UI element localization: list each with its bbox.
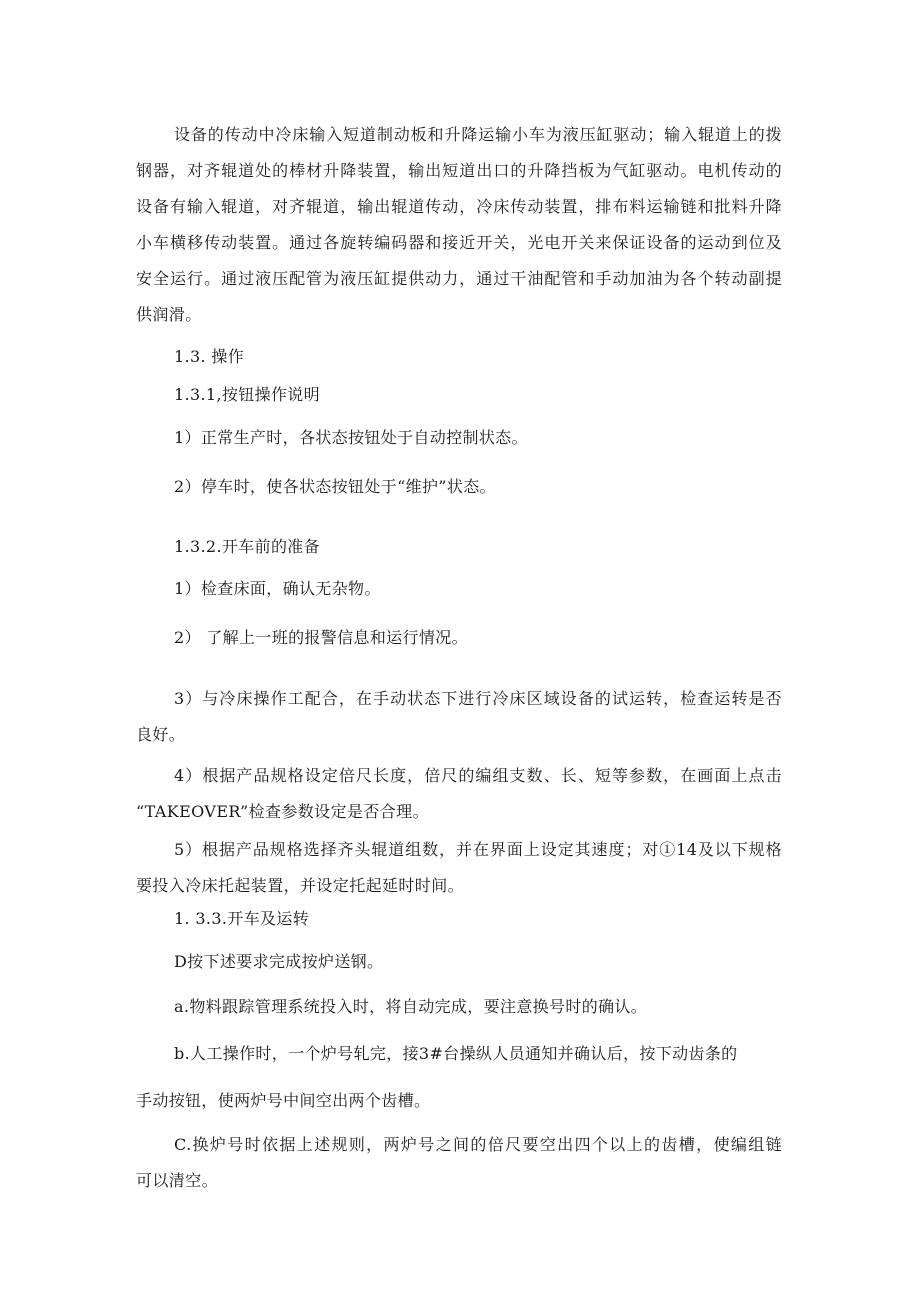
list-item: 2） 了解上一班的报警信息和运行情况。	[174, 628, 468, 647]
list-item: 1）正常生产时，各状态按钮处于自动控制状态。	[174, 428, 528, 447]
intro-line: 安全运行。通过液压配管为液压缸提供动力，通过干油配管和手动加油为各个转动副提	[136, 269, 782, 288]
list-item: 2）停车时，使各状态按钮处于“维护”状态。	[174, 477, 496, 496]
list-item: 1）检查床面，确认无杂物。	[174, 579, 381, 598]
intro-line: 钢器，对齐辊道处的棒材升降装置，输出短道出口的升降挡板为气缸驱动。电机传动的	[136, 161, 782, 180]
list-item: D按下述要求完成按炉送钢。	[174, 952, 384, 971]
list-item: b.人工操作时，一个炉号轧完，接3#台操纵人员通知并确认后，按下动齿条的	[174, 1044, 738, 1063]
list-item: 3）与冷床操作工配合，在手动状态下进行冷床区域设备的试运转，检查运转是否 良好。	[136, 689, 782, 744]
intro-paragraph	[136, 117, 782, 333]
intro-line: 小车横移传动装置。通过各旋转编码器和接近开关，光电开关来保证设备的运动到位及	[136, 233, 782, 252]
list-item: 4）根据产品规格设定倍尺长度，倍尺的编组支数、长、短等参数，在画面上点击 “TAKEOVER”检查参数设定是否合理。	[136, 766, 782, 821]
section-heading-1-3-1: 1.3.1,按钮操作说明	[174, 385, 320, 404]
list-item: 5）根据产品规格选择齐头辊道组数，并在界面上设定其速度；对①14及以下规格 要投入冷床托起装置，并设定托起延时时间。	[136, 840, 782, 895]
list-item-continuation: 手动按钮，使两炉号中间空出两个齿槽。	[136, 1091, 431, 1110]
section-heading-1-3-2: 1.3.2.开车前的准备	[174, 537, 320, 556]
section-heading-1-3-3: 1. 3.3.开车及运转	[174, 909, 310, 928]
section-heading-1-3: 1.3. 操作	[174, 347, 245, 366]
intro-line: 供润滑。	[136, 305, 202, 324]
intro-line: 设备的传动中冷床输入短道制动板和升降运输小车为液压缸驱动；输入辊道上的拨	[174, 125, 782, 144]
intro-line: 设备有输入辊道，对齐辊道，输出辊道传动，冷床传动装置，排布料运输链和批料升降	[136, 197, 782, 216]
list-item: a.物料跟踪管理系统投入时，将自动完成，要注意换号时的确认。	[174, 997, 648, 1016]
list-item: C.换炉号时依据上述规则，两炉号之间的倍尺要空出四个以上的齿槽，使编组链 可以清空。	[136, 1135, 782, 1190]
